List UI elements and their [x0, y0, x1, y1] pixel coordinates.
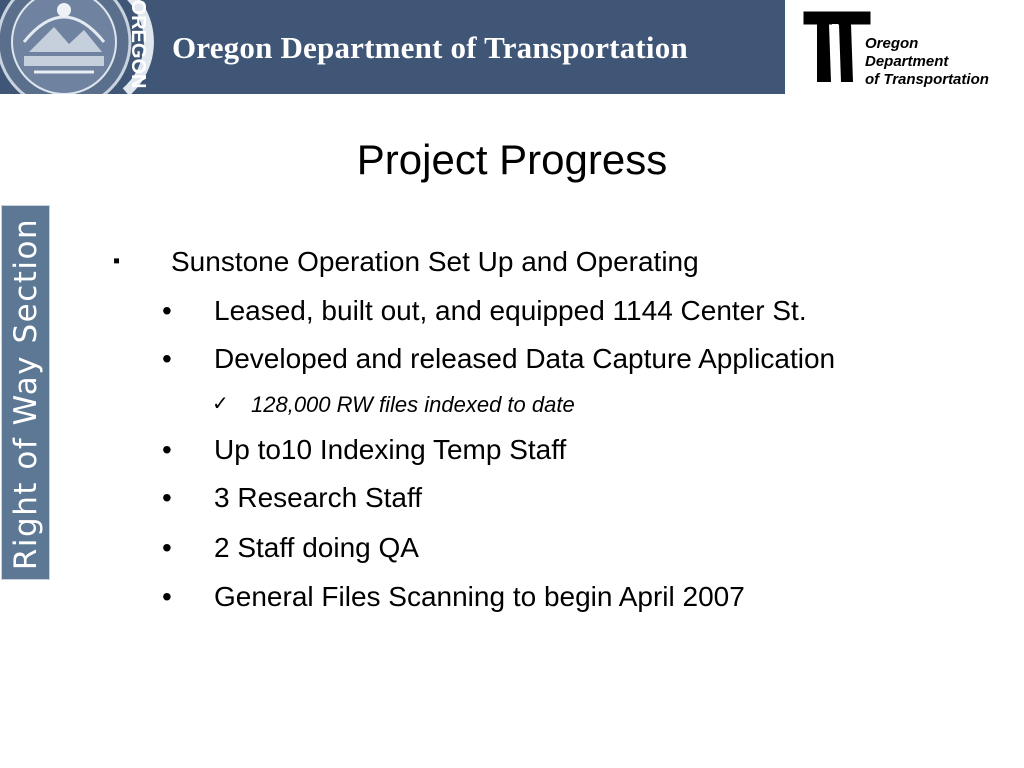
list-item: Sunstone Operation Set Up and Operating [171, 246, 699, 277]
logo-line: Oregon [865, 35, 919, 52]
header-banner [0, 0, 785, 94]
list-item: Developed and released Data Capture Application [214, 343, 836, 374]
dot-bullet-icon: • [162, 295, 172, 326]
checkmark-icon: ✓ [212, 393, 229, 415]
dot-bullet-icon: • [162, 482, 172, 513]
seal-text: OREGON [127, 0, 149, 89]
logo-wordmark [865, 35, 989, 89]
odot-logo-mark-icon [801, 8, 873, 86]
oregon-state-seal-icon [0, 0, 156, 94]
slide-title: Project Progress [356, 136, 668, 183]
sub-list-item: 128,000 RW files indexed to date [251, 392, 575, 417]
dot-bullet-icon: • [162, 581, 172, 612]
list-item: Up to10 Indexing Temp Staff [214, 434, 567, 465]
list-item: 2 Staff doing QA [214, 532, 419, 563]
list-item: 3 Research Staff [214, 482, 423, 513]
list-item: General Files Scanning to begin April 2007 [214, 581, 745, 612]
dot-bullet-icon: • [162, 434, 172, 465]
list-item: Leased, built out, and equipped 1144 Center St. [214, 295, 807, 326]
logo-line: Department [865, 53, 949, 70]
odot-logo [785, 0, 1024, 94]
banner-title: Oregon Department of Transportation [172, 30, 688, 65]
section-label: Right of Way Section [8, 217, 44, 571]
dot-bullet-icon: • [162, 532, 172, 563]
logo-line: of Transportation [865, 71, 989, 88]
square-bullet-icon: ▪ [113, 250, 121, 272]
section-side-tab [1, 205, 50, 580]
dot-bullet-icon: • [162, 343, 172, 374]
